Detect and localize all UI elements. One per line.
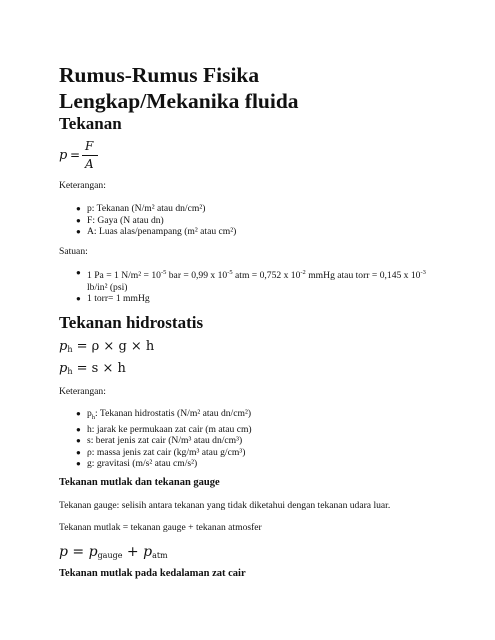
list-item: ● A: Luas alas/penampang (m² atau cm²) <box>76 226 237 238</box>
keterangan-list-hidrostatis <box>59 408 252 470</box>
formula-lhs: p <box>59 148 68 163</box>
list-item: ● $p_h$: Tekanan hidrostatis (N/m² atau dn/cm²) <box>76 408 252 421</box>
bullet-icon: ● <box>76 447 81 457</box>
list-item: ● h: jarak ke permukaan zat cair (m atau cm) <box>76 423 252 435</box>
keterangan-list-tekanan <box>59 203 236 238</box>
subheading-kedalaman: Tekanan mutlak pada kedalaman zat cair <box>59 568 246 579</box>
satuan-list <box>59 267 426 305</box>
bullet-icon: ● <box>76 459 81 469</box>
bullet-icon: ● <box>76 227 81 237</box>
list-item: ● s: berat jenis zat cair (N/m³ atau dn/cm³) <box>76 435 243 447</box>
formula-mutlak: $p = p_{gauge} + p_{atm}$ <box>59 544 168 560</box>
keterangan-label: Keterangan: <box>59 180 106 191</box>
bullet-icon: ● <box>76 409 81 418</box>
list-item: ● ρ: massa jenis zat cair (kg/m³ atau g/cm³) <box>76 446 246 458</box>
satuan-label: Satuan: <box>59 246 88 257</box>
subheading-mutlak-gauge: Tekanan mutlak dan tekanan gauge <box>59 477 220 488</box>
bullet-icon: ● <box>76 424 81 434</box>
formula-denominator: A <box>85 157 94 171</box>
page-title: Rumus-Rumus Fisika Lengkap/Mekanika fluida <box>59 63 299 113</box>
bullet-icon: ● <box>76 268 81 277</box>
bullet-icon: ● <box>76 215 81 225</box>
list-item: ● g: gravitasi (m/s² atau cm/s²) <box>76 458 198 470</box>
keterangan-label-hidrostatis: Keterangan: <box>59 386 106 397</box>
paragraph-gauge: Tekanan gauge: selisih antara tekanan yang tidak diketahui dengan tekanan udara luar. <box>59 500 391 511</box>
section-heading-hidrostatis: Tekanan hidrostatis <box>59 313 204 332</box>
formula-hidrostatis-2: $p_h = s \times h$ <box>59 361 126 376</box>
list-item: ● 1 torr= 1 mmHg <box>76 293 150 305</box>
section-heading-tekanan: Tekanan <box>59 114 122 133</box>
bullet-icon: ● <box>76 204 81 213</box>
list-item: ● p: Tekanan (N/m² atau dn/cm²) <box>76 203 206 214</box>
list-item: ● 1 Pa = 1 $N/m^2 = 10^{-5}$ bar = 0,99 x $10^{-5}$ atm = 0,752 x $10^{-2}$ mmHg atau torr = 0,145 x $10^{-3}$ lb/in² (psi) <box>76 268 426 293</box>
bullet-icon: ● <box>76 436 81 446</box>
paragraph-mutlak: Tekanan mutlak = tekanan gauge + tekanan atmosfer <box>59 522 262 533</box>
formula-numerator: F <box>85 139 94 153</box>
fraction-bar <box>82 155 98 156</box>
formula-equals: = <box>70 148 81 162</box>
bullet-icon: ● <box>76 294 81 304</box>
list-item: ● F: Gaya (N atau dn) <box>76 214 164 226</box>
formula-hidrostatis-1: $p_h = \rho \times g \times h$ <box>59 339 155 354</box>
